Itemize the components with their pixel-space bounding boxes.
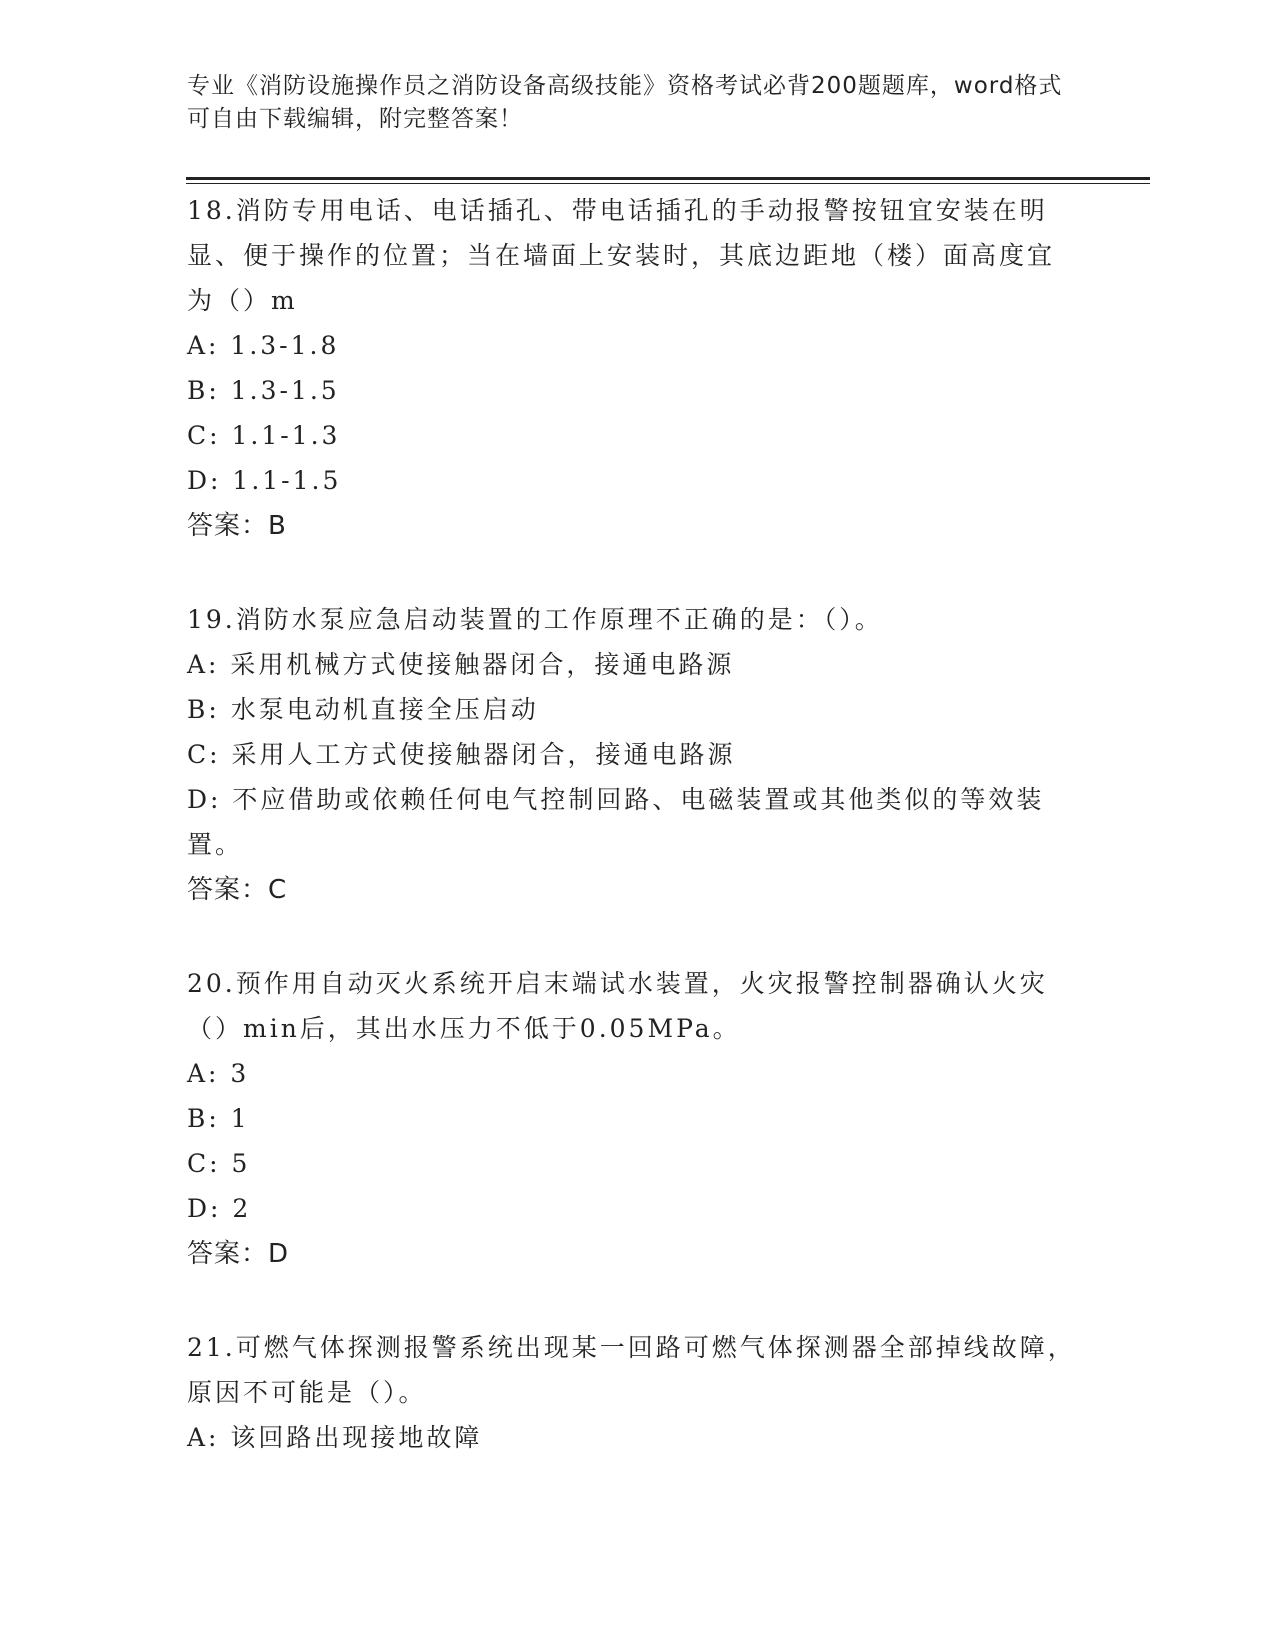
option-d: D: 1.1-1.5 [187, 466, 342, 495]
option-b: B: 水泵电动机直接全压启动 [187, 695, 539, 724]
question-stem: 18.消防专用电话、电话插孔、带电话插孔的手动报警按钮宜安装在明显、便于操作的位置；当在墙面上安装时，其底边距地（楼）面高度宜为（）m [187, 196, 1056, 315]
option-c: C: 采用人工方式使接触器闭合，接通电路源 [187, 740, 736, 769]
option-b: B: 1 [187, 1104, 250, 1133]
question-stem: 20.预作用自动灭火系统开启末端试水装置，火灾报警控制器确认火灾（）min后，其出水压力不低于0.05MPa。 [187, 969, 1048, 1043]
question-stem: 21.可燃气体探测报警系统出现某一回路可燃气体探测器全部掉线故障，原因不可能是（）。 [187, 1333, 1076, 1407]
option-c: C: 1.1-1.3 [187, 421, 341, 450]
option-a: A: 该回路出现接地故障 [187, 1423, 483, 1452]
question-21 [187, 1325, 1082, 1460]
answer: 答案：C [187, 875, 288, 905]
question-stem: 19.消防水泵应急启动装置的工作原理不正确的是：（）。 [187, 605, 883, 634]
header-rule-thin [186, 183, 1150, 184]
option-c: C: 5 [187, 1149, 251, 1178]
question-20 [187, 961, 1082, 1277]
question-18 [187, 188, 1082, 549]
option-d: D: 不应借助或依赖任何电气控制回路、电磁装置或其他类似的等效装置。 [187, 785, 1045, 859]
document-header: 专业《消防设施操作员之消防设备高级技能》资格考试必背200题题库，word格式可自由下载编辑，附完整答案！ [187, 73, 1063, 132]
answer: 答案：D [187, 1239, 290, 1269]
option-b: B: 1.3-1.5 [187, 376, 340, 405]
question-19 [187, 597, 1082, 913]
question-list [187, 188, 1082, 1508]
option-a: A: 3 [187, 1059, 250, 1088]
answer: 答案：B [187, 511, 287, 541]
option-d: D: 2 [187, 1194, 252, 1223]
option-a: A: 1.3-1.8 [187, 331, 340, 360]
option-a: A: 采用机械方式使接触器闭合，接通电路源 [187, 650, 735, 679]
header-rule-thick [186, 177, 1150, 180]
